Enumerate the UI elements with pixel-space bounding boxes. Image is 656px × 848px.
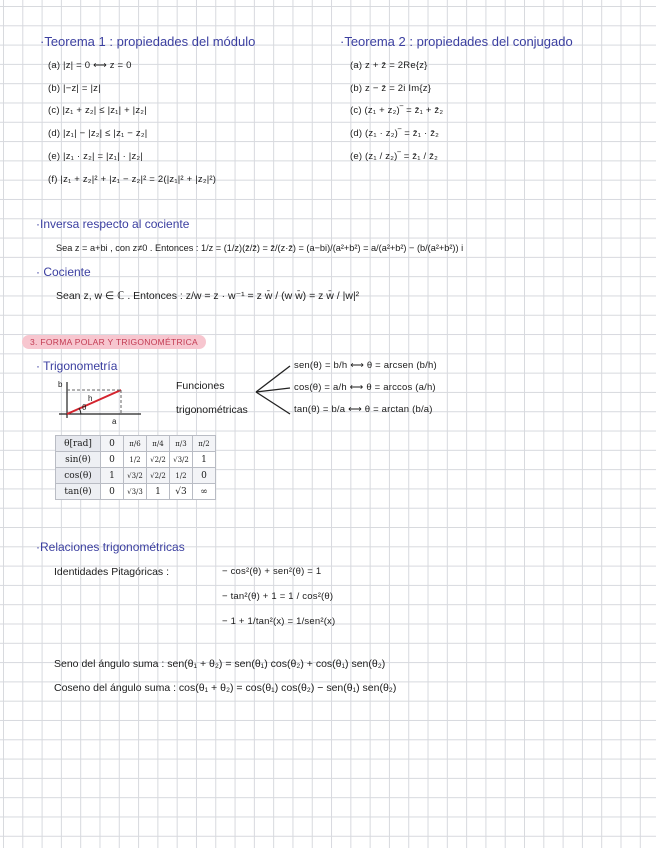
- section3-label: 3. FORMA POLAR Y TRIGONOMÉTRICA: [22, 335, 206, 349]
- trig-table-cell: π/3: [170, 436, 193, 452]
- trig-table-row-header: tan(θ): [56, 484, 101, 500]
- functions-label-line2: trigonométricas: [176, 404, 248, 416]
- trig-table-cell: π/4: [147, 436, 170, 452]
- trig-table-cell: √3/2: [124, 468, 147, 484]
- trig-table-cell: 1/2: [170, 468, 193, 484]
- quotient-title: · Cociente: [36, 265, 91, 279]
- functions-label-line1: Funciones: [176, 380, 225, 392]
- cosine-sum-formula: Coseno del ángulo suma : cos(θ₁ + θ₂) = cos(θ₁) cos(θ₂) − sen(θ₁) sen(θ₂): [54, 682, 397, 694]
- trig-table-cell: 1: [101, 468, 124, 484]
- identity-3: − 1 + 1/tan²(x) = 1/sen²(x): [222, 616, 336, 627]
- theorem1-item-c: (c) |z₁ + z₂| ≤ |z₁| + |z₂|: [48, 105, 147, 116]
- trig-table-cell: 0: [193, 468, 216, 484]
- theorem1-item-b: (b) |−z| = |z|: [48, 83, 101, 94]
- trig-table-row-header: θ[rad]: [56, 436, 101, 452]
- function-tan: tan(θ) = b/a ⟷ θ = arctan (b/a): [294, 404, 433, 415]
- trig-table-row-header: cos(θ): [56, 468, 101, 484]
- theorem2-item-a: (a) z + z̄ = 2Re{z}: [350, 60, 428, 71]
- identity-1: − cos²(θ) + sen²(θ) = 1: [222, 566, 322, 577]
- trig-table-row-header: sin(θ): [56, 452, 101, 468]
- trig-table-row: [56, 468, 216, 484]
- theorem1-title: ·Teorema 1 : propiedades del módulo: [40, 34, 256, 49]
- inverse-formula: Sea z = a+bi , con z≠0 . Entonces : 1/z = (1/z)(z̄/z̄) = z̄/(z·z̄) = (a−bi)/(a²+b²) = a/(a²+b²) − (b/(a²+b²)) i: [56, 243, 464, 253]
- quotient-formula: Sean z, w ∈ ℂ . Entonces : z/w = z · w⁻¹ = z w̄ / (w w̄) = z w̄ / |w|²: [56, 290, 360, 302]
- sine-sum-formula: Seno del ángulo suma : sen(θ₁ + θ₂) = sen(θ₁) cos(θ₂) + cos(θ₁) sen(θ₂): [54, 658, 386, 670]
- trig-table-cell: √2/2: [147, 468, 170, 484]
- triangle-label-b: b: [58, 380, 63, 389]
- pythagorean-identities-label: Identidades Pitagóricas :: [54, 566, 169, 578]
- theorem2-item-d: (d) (z₁ · z₂)‾ = z̄₁ · z̄₂: [350, 128, 440, 139]
- right-triangle-diagram: [55, 378, 145, 430]
- trig-title: · Trigonometría: [36, 359, 118, 373]
- identity-2: − tan²(θ) + 1 = 1 / cos²(θ): [222, 591, 334, 602]
- theorem1-item-d: (d) |z₁| − |z₂| ≤ |z₁ − z₂|: [48, 128, 148, 139]
- theorem2-item-c: (c) (z₁ + z₂)‾ = z̄₁ + z̄₂: [350, 105, 444, 116]
- theorem2-title: ·Teorema 2 : propiedades del conjugado: [340, 34, 573, 49]
- theorem1-item-a: (a) |z| = 0 ⟷ z = 0: [48, 60, 132, 71]
- trig-table-cell: ∞: [193, 484, 216, 500]
- theorem1-item-f: (f) |z₁ + z₂|² + |z₁ − z₂|² = 2(|z₁|² + |z₂|²): [48, 174, 217, 185]
- trig-table-cell: 1: [147, 484, 170, 500]
- theorem1-item-e: (e) |z₁ · z₂| = |z₁| · |z₂|: [48, 151, 143, 162]
- relations-title: ·Relaciones trigonométricas: [36, 540, 185, 554]
- function-cos: cos(θ) = a/h ⟷ θ = arccos (a/h): [294, 382, 436, 393]
- trig-table-cell: 1: [193, 452, 216, 468]
- theorem2-item-e: (e) (z₁ / z₂)‾ = z̄₁ / z̄₂: [350, 151, 438, 162]
- trig-values-table: [55, 435, 216, 500]
- trig-table-cell: 0: [101, 484, 124, 500]
- functions-brace-arrows: [252, 362, 294, 422]
- trig-table-row: [56, 436, 216, 452]
- trig-table-cell: √3: [170, 484, 193, 500]
- trig-table-cell: √3/3: [124, 484, 147, 500]
- triangle-label-a: a: [112, 417, 117, 426]
- triangle-label-h: h: [88, 394, 93, 403]
- trig-table-cell: √3/2: [170, 452, 193, 468]
- trig-table-row: [56, 452, 216, 468]
- trig-table-cell: 1/2: [124, 452, 147, 468]
- trig-table-row: [56, 484, 216, 500]
- trig-table-cell: π/2: [193, 436, 216, 452]
- inverse-title: ·Inversa respecto al cociente: [36, 217, 190, 231]
- theorem2-item-b: (b) z − z̄ = 2i Im{z}: [350, 83, 432, 94]
- trig-table-cell: π/6: [124, 436, 147, 452]
- trig-table-cell: 0: [101, 436, 124, 452]
- function-sin: sen(θ) = b/h ⟷ θ = arcsen (b/h): [294, 360, 437, 371]
- trig-table-cell: √2/2: [147, 452, 170, 468]
- trig-table-cell: 0: [101, 452, 124, 468]
- triangle-label-theta: θ: [82, 403, 87, 412]
